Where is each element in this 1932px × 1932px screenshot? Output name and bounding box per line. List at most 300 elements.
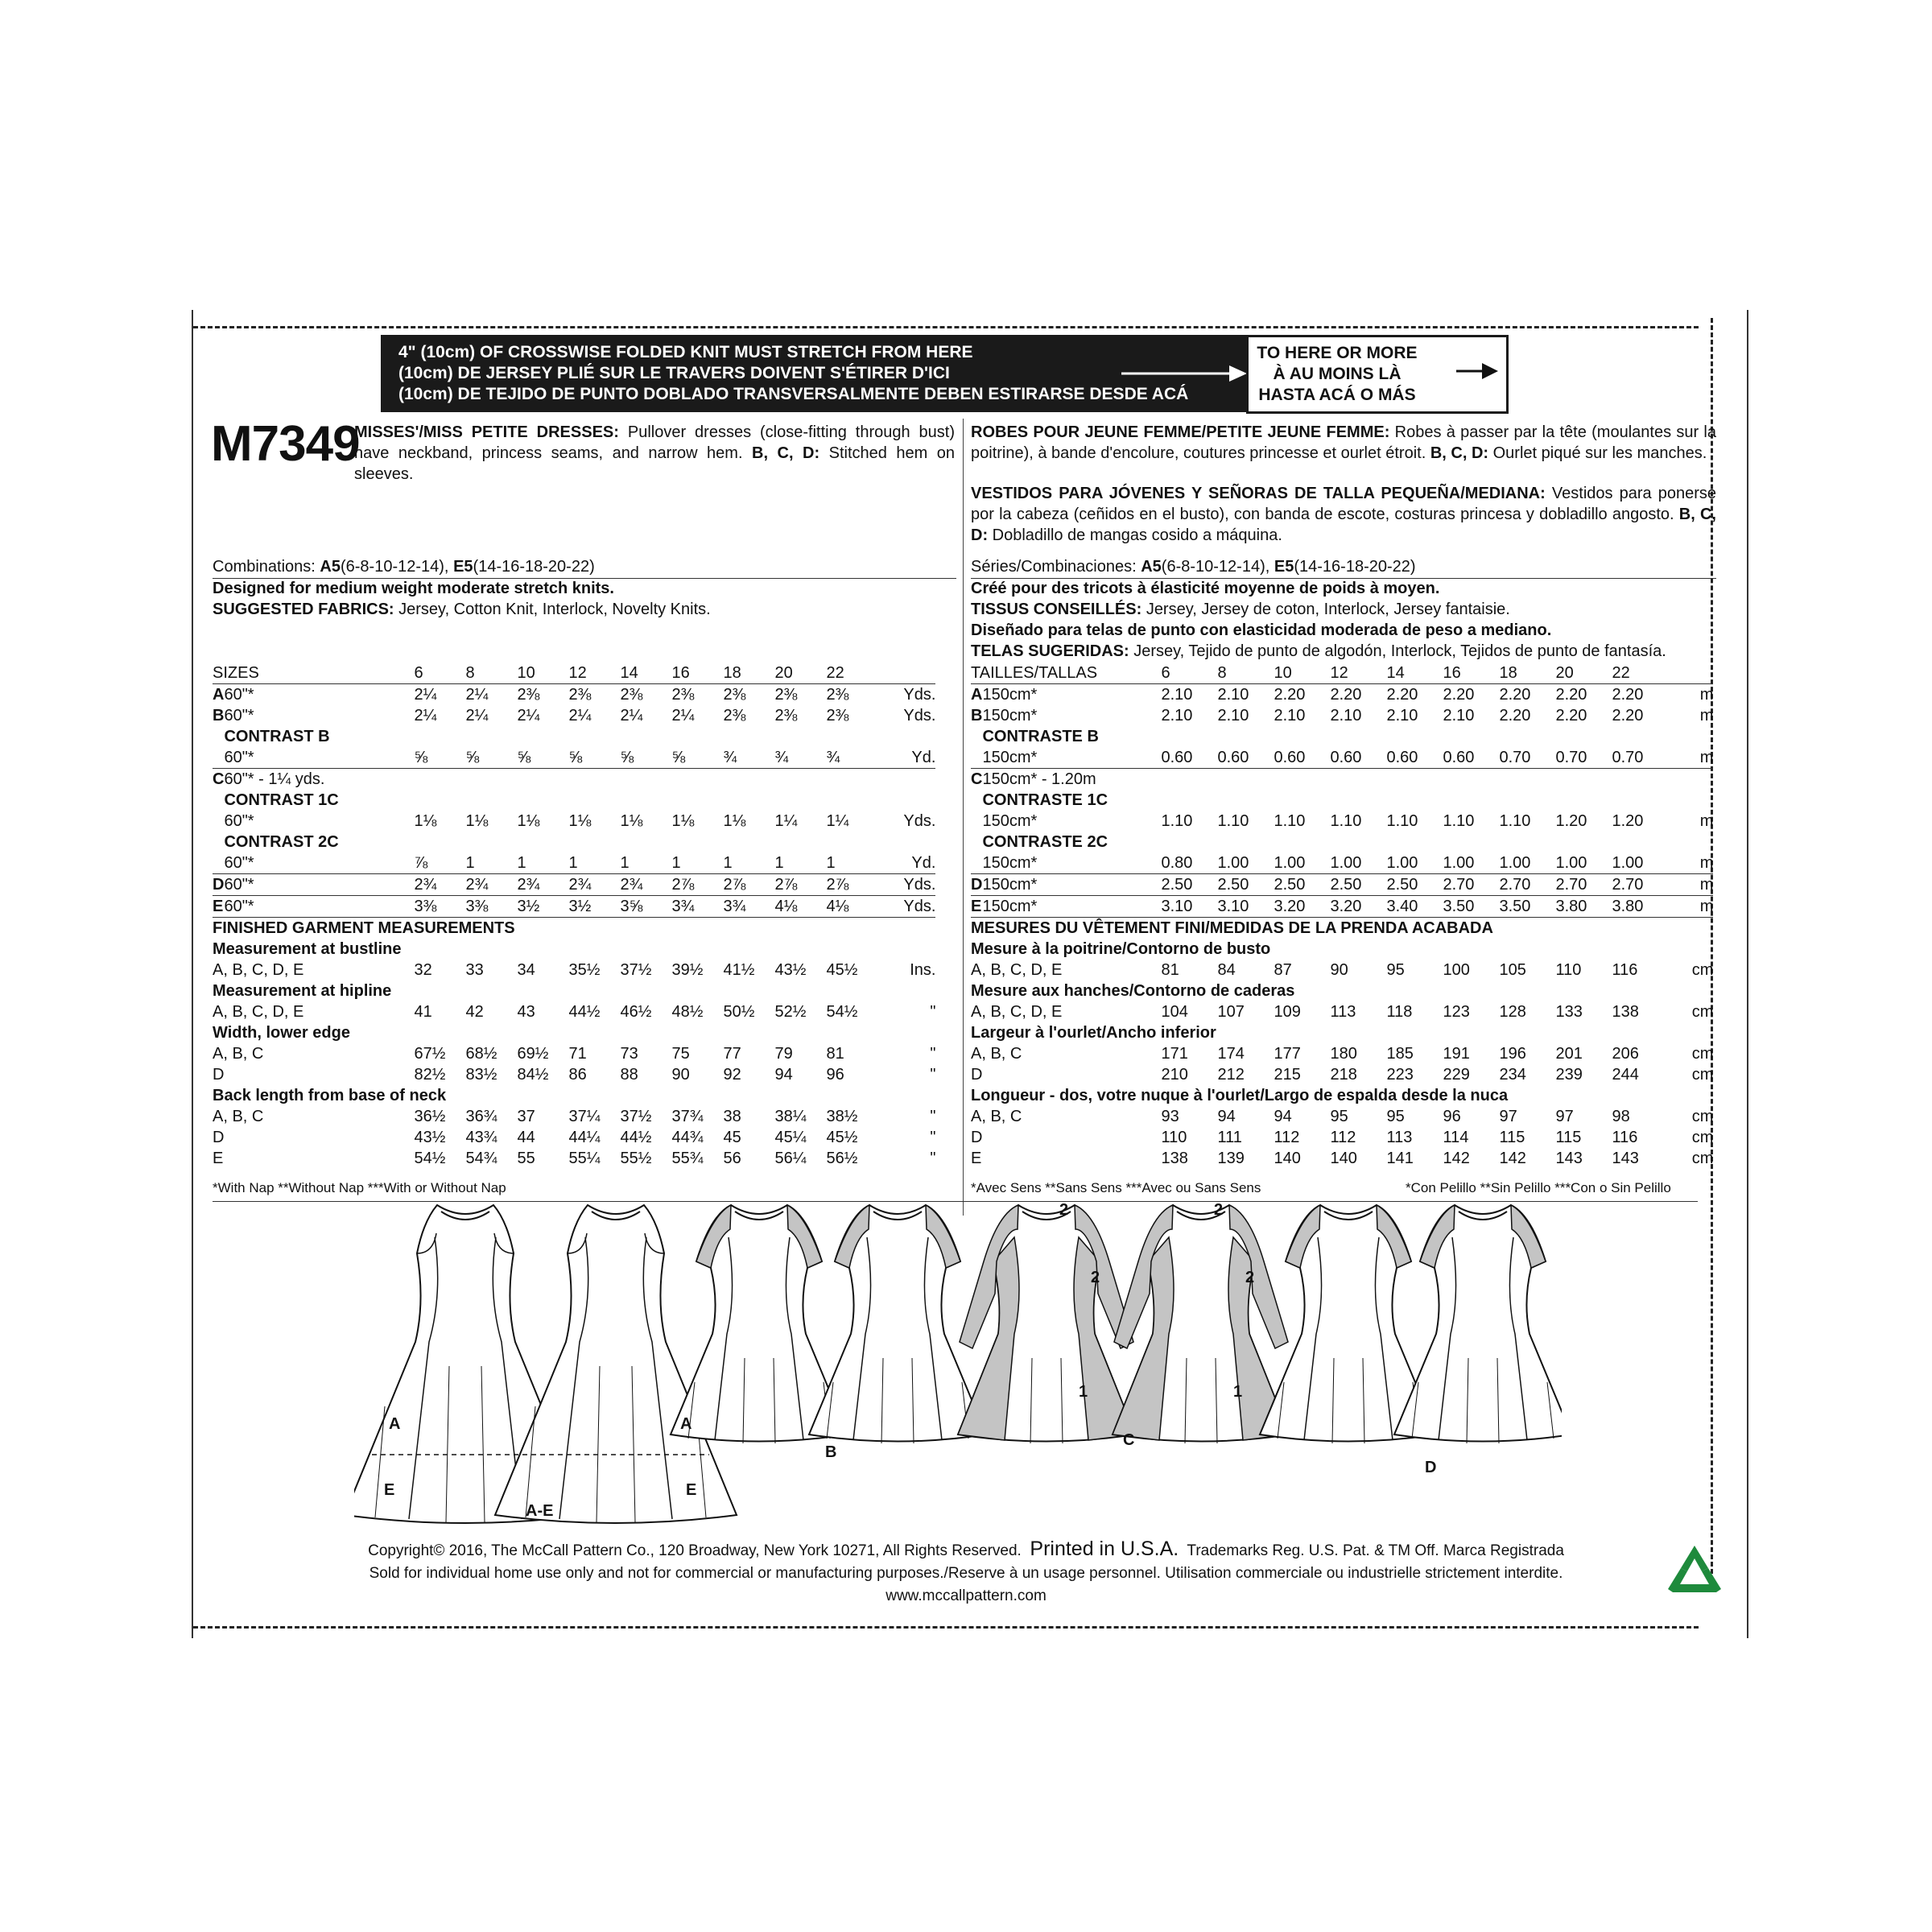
- measurement-value: 118: [1386, 1003, 1413, 1021]
- yardage-value: [1555, 726, 1612, 747]
- dress-view-c-back: [1113, 1205, 1290, 1443]
- row-label: CONTRASTE B: [982, 728, 1099, 745]
- measurement-value: 94: [1274, 1108, 1292, 1125]
- yardage-value: ⅞: [414, 852, 465, 874]
- yardage-value: 2.70: [1555, 874, 1612, 896]
- unit-label: m: [1668, 747, 1713, 769]
- yardage-value: 4⅛: [774, 896, 826, 918]
- yardage-value: 1.00: [1612, 852, 1668, 874]
- yardage-value: 2⅜: [620, 686, 643, 704]
- yardage-value: [1330, 790, 1386, 811]
- measurement-value: 180: [1330, 1045, 1357, 1063]
- unit-label: Yds.: [903, 686, 936, 704]
- yardage-value: 2⅜: [671, 686, 695, 704]
- row-label: 150cm*: [982, 686, 1038, 704]
- yardage-value: 3⅜: [465, 896, 517, 918]
- measurement-views: A, B, C, D, E: [213, 961, 304, 979]
- yardage-value: [1443, 726, 1499, 747]
- measurement-value: 109: [1274, 1003, 1301, 1021]
- yardage-value: 2.70: [1443, 874, 1499, 896]
- view-code: E: [213, 896, 224, 918]
- yardage-value: [1499, 726, 1555, 747]
- size-header: 6: [1161, 663, 1217, 684]
- yardage-value: [1161, 790, 1217, 811]
- yardage-value: ¾: [774, 747, 826, 769]
- size-header: 14: [1386, 663, 1443, 684]
- table-row: [213, 811, 935, 832]
- size-header: 20: [774, 663, 826, 684]
- yardage-value: 0.70: [1499, 747, 1555, 769]
- yardage-value: 2⅜: [568, 686, 592, 704]
- yardage-value: 2¼: [414, 686, 437, 704]
- measurement-value: 196: [1499, 1045, 1526, 1063]
- measurement-value: 191: [1443, 1045, 1470, 1063]
- yardage-value: 0.70: [1555, 747, 1612, 769]
- measurement-value: 133: [1555, 1003, 1583, 1021]
- measurement-row: [971, 1043, 1713, 1064]
- measurement-value: 98: [1612, 1108, 1630, 1125]
- measurement-value: 112: [1330, 1129, 1356, 1146]
- measurement-value: 45: [723, 1129, 741, 1146]
- measurement-value: 138: [1161, 1150, 1188, 1167]
- row-label: 150cm*: [982, 852, 1161, 874]
- measurement-value: 71: [568, 1045, 587, 1063]
- yardage-value: 4⅛: [826, 896, 877, 918]
- designed-for: Designed for medium weight moderate stretch knits.: [213, 580, 614, 597]
- measurement-value: 140: [1330, 1150, 1357, 1167]
- yardage-value: 1⅛: [465, 812, 489, 830]
- size-header: 16: [671, 663, 723, 684]
- yardage-value: [1612, 726, 1668, 747]
- pattern-number: M7349: [211, 416, 360, 472]
- yardage-value: 2.10: [1217, 707, 1249, 724]
- yardage-value: [1612, 769, 1668, 791]
- yardage-value: 2.20: [1499, 707, 1531, 724]
- measurement-value: 141: [1386, 1150, 1414, 1167]
- yardage-value: [671, 790, 723, 811]
- yardage-value: 3.10: [1217, 896, 1274, 918]
- row-label: 60"* - 1¼ yds.: [224, 770, 325, 788]
- yardage-value: [1386, 832, 1443, 852]
- measurement-value: 114: [1443, 1129, 1469, 1146]
- measurement-value: 45½: [826, 1129, 858, 1146]
- measurement-heading: Longueur - dos, votre nuque à l'ourlet/Largo de espalda desde la nuca: [971, 1087, 1509, 1104]
- table-header-row: [213, 663, 935, 684]
- yardage-value: 1: [517, 852, 568, 874]
- view-code: C: [213, 770, 225, 788]
- yardage-value: 1: [826, 852, 877, 874]
- yardage-value: [620, 790, 671, 811]
- yardage-value: 3.20: [1274, 896, 1330, 918]
- table-row: [213, 832, 935, 852]
- finished-title: FINISHED GARMENT MEASUREMENTS: [213, 919, 515, 937]
- yardage-value: [826, 832, 877, 852]
- yardage-value: 3⅜: [414, 896, 465, 918]
- measurement-value: 87: [1274, 961, 1292, 979]
- yardage-value: 2⅜: [774, 686, 798, 704]
- yardage-value: [1499, 832, 1555, 852]
- measurement-value: 41½: [723, 961, 755, 979]
- measurement-value: 97: [1499, 1108, 1517, 1125]
- measurement-value: 113: [1330, 1003, 1356, 1021]
- yardage-value: 3.50: [1443, 896, 1499, 918]
- size-header: 16: [1443, 663, 1499, 684]
- measurement-value: 215: [1274, 1066, 1301, 1084]
- measurement-value: 36¾: [465, 1108, 497, 1125]
- measurement-value: 46½: [620, 1003, 652, 1021]
- yardage-value: [568, 790, 620, 811]
- english-note-bold: B, C, D:: [752, 444, 820, 462]
- row-label: 60"*: [224, 812, 254, 830]
- view-code: [213, 832, 224, 852]
- yardage-value: 2.50: [1161, 874, 1217, 896]
- measurement-head-row: [971, 980, 1713, 1001]
- yardage-value: [1161, 726, 1217, 747]
- measurement-row: [971, 1001, 1713, 1022]
- yardage-value: [1330, 769, 1386, 791]
- dress-view-c-front: [958, 1205, 1135, 1443]
- banner-line-en: 4" (10cm) OF CROSSWISE FOLDED KNIT MUST STRETCH FROM HERE: [398, 343, 973, 361]
- measurement-value: 139: [1217, 1150, 1245, 1167]
- measurement-views: A, B, C: [971, 1108, 1022, 1125]
- view-code: D: [971, 874, 982, 896]
- yardage-value: [826, 790, 877, 811]
- measurement-head-row: [213, 980, 935, 1001]
- measurement-head-row: [213, 939, 935, 960]
- measurement-views: A, B, C, D, E: [971, 961, 1063, 979]
- measurement-heading: Width, lower edge: [213, 1024, 350, 1042]
- yardage-value: [1161, 769, 1217, 791]
- measurement-head-row: [213, 1022, 935, 1043]
- yardage-value: [723, 790, 774, 811]
- measurement-heading: Mesure aux hanches/Contorno de caderas: [971, 982, 1295, 1000]
- measurement-row: [213, 1064, 935, 1085]
- table-row: [213, 852, 935, 874]
- measurement-heading: Mesure à la poitrine/Contorno de busto: [971, 940, 1271, 958]
- row-label: 150cm* - 1.20m: [982, 770, 1096, 788]
- yardage-value: 2.10: [1161, 707, 1193, 724]
- label-1-body: 1: [1079, 1383, 1088, 1401]
- measurement-head-row: [971, 939, 1713, 960]
- yardage-value: [414, 726, 465, 747]
- measurement-head-row: [971, 1085, 1713, 1106]
- row-label: 60"*: [224, 707, 254, 724]
- yardage-value: 2.50: [1217, 874, 1274, 896]
- yardage-value: ⅝: [465, 747, 517, 769]
- es-fabrics: TELAS SUGERIDAS: Jersey, Tejido de punto de algodón, Interlock, Tejidos de punto de fantasía.: [971, 642, 1666, 660]
- table-row: [213, 747, 935, 769]
- measurement-value: 110: [1555, 961, 1582, 979]
- yardage-value: [517, 790, 568, 811]
- unit-label: cm: [1691, 961, 1714, 979]
- yardage-value: [1274, 726, 1330, 747]
- table-row: [213, 684, 935, 706]
- view-code: B: [213, 707, 225, 724]
- yardage-value: 2.10: [1161, 686, 1193, 704]
- measurement-value: 206: [1612, 1045, 1639, 1063]
- yardage-value: [723, 832, 774, 852]
- yardage-value: 2⅜: [826, 686, 849, 704]
- size-header: 14: [620, 663, 671, 684]
- measurement-value: 36½: [414, 1108, 446, 1125]
- table-row: [971, 852, 1713, 874]
- yardage-value: 1.10: [1274, 812, 1306, 830]
- measurement-row: [213, 1127, 935, 1148]
- label-2-neck: 2: [1059, 1203, 1069, 1219]
- size-header: 6: [414, 663, 465, 684]
- yardage-value: [1612, 790, 1668, 811]
- finished-title-row: [213, 918, 935, 939]
- measurement-value: 43½: [774, 961, 807, 979]
- measurement-value: 100: [1443, 961, 1470, 979]
- yardage-value: [620, 726, 671, 747]
- measurement-value: 75: [671, 1045, 690, 1063]
- unit-label: cm: [1691, 1003, 1714, 1021]
- table-row: [971, 832, 1713, 852]
- yardage-value: [826, 726, 877, 747]
- yardage-value: [1217, 726, 1274, 747]
- yardage-value: 3½: [517, 896, 568, 918]
- yardage-value: 3.50: [1499, 896, 1555, 918]
- measurement-value: 212: [1217, 1066, 1245, 1084]
- measurement-value: 142: [1499, 1150, 1526, 1167]
- unit-label: Yd.: [877, 852, 935, 874]
- yardage-value: [517, 726, 568, 747]
- printed-in: Printed in U.S.A.: [1030, 1538, 1179, 1560]
- measurement-value: 218: [1330, 1066, 1357, 1084]
- unit-label: Yds.: [903, 812, 936, 830]
- unit-label: ": [930, 1129, 936, 1146]
- measurement-value: 43¾: [465, 1129, 497, 1146]
- yardage-value: [1555, 790, 1612, 811]
- size-header: 20: [1555, 663, 1612, 684]
- row-label: 150cm*: [982, 874, 1161, 896]
- unit-label: ": [930, 1003, 936, 1021]
- unit-label: m: [1668, 896, 1713, 918]
- english-desc-text: Pullover dresses (close-fitting through bust) have neckband, princess seams, and narrow hem.: [354, 423, 955, 462]
- yardage-value: 1.10: [1443, 812, 1475, 830]
- nap-footnote-fr: *Avec Sens **Sans Sens ***Avec ou Sans Sens: [971, 1180, 1261, 1195]
- measurement-value: 95: [1330, 1108, 1348, 1125]
- yardage-value: 1.10: [1330, 812, 1362, 830]
- unit-label: m: [1699, 707, 1714, 724]
- view-code: B: [971, 707, 983, 724]
- yardage-value: 2⅜: [774, 707, 798, 724]
- row-label: CONTRASTE 2C: [982, 833, 1108, 851]
- website: www.mccallpattern.com: [886, 1587, 1046, 1604]
- measurement-value: 42: [465, 1003, 484, 1021]
- table-row: [213, 705, 935, 726]
- yardage-value: 1.00: [1443, 852, 1499, 874]
- yardage-value: [671, 769, 723, 791]
- spanish-description: VESTIDOS PARA JÓVENES Y SEÑORAS DE TALLA PEQUEÑA/MEDIANA: Vestidos para ponerse por la cabeza (ceñidos en el busto), con banda de escote, costuras princesa y dobladillo angosto. B, C, D: Dobladillo de mangas cosido a máquina.: [971, 485, 1717, 544]
- measurement-value: 93: [1161, 1108, 1179, 1125]
- yardage-value: 2¾: [568, 874, 620, 896]
- column-divider: [963, 419, 964, 1216]
- yardage-value: [1443, 769, 1499, 791]
- nap-footnote: *With Nap **Without Nap ***With or Without Nap: [213, 1180, 506, 1195]
- measurement-value: 43: [517, 1003, 535, 1021]
- yardage-value: 2¾: [620, 874, 671, 896]
- measurement-value: 96: [1443, 1108, 1461, 1125]
- series-line: Séries/Combinaciones: A5(6-8-10-12-14), E5(14-16-18-20-22): [971, 558, 1416, 576]
- measurement-value: 56¼: [774, 1150, 807, 1167]
- yardage-value: [1499, 790, 1555, 811]
- measurement-value: 112: [1274, 1129, 1300, 1146]
- yardage-value: 2.20: [1330, 686, 1362, 704]
- measurement-views: A, B, C: [971, 1045, 1022, 1063]
- unit-label: [1668, 832, 1713, 852]
- measurement-value: 96: [826, 1066, 844, 1084]
- unit-label: Yds.: [877, 896, 935, 918]
- view-code: D: [213, 874, 224, 896]
- yardage-value: 2.50: [1386, 874, 1443, 896]
- yardage-value: 2.20: [1555, 707, 1587, 724]
- measurement-heading: Measurement at bustline: [213, 940, 402, 958]
- yardage-value: ⅝: [517, 747, 568, 769]
- unit-header: [1668, 663, 1713, 684]
- measurement-value: 239: [1555, 1066, 1583, 1084]
- measurement-value: 35½: [568, 961, 601, 979]
- unit-label: ": [930, 1066, 936, 1084]
- yardage-value: 2.20: [1443, 686, 1475, 704]
- arrow-right-icon: [1121, 364, 1250, 383]
- yardage-value: 2.20: [1612, 686, 1644, 704]
- measurement-value: 90: [1330, 961, 1348, 979]
- yardage-value: [774, 832, 826, 852]
- yardage-value: [465, 790, 517, 811]
- measurement-views: D: [213, 1129, 225, 1146]
- measurement-value: 54½: [826, 1003, 858, 1021]
- row-label: 60"*: [224, 686, 254, 704]
- row-label: 60"*: [224, 874, 414, 896]
- measurement-views: A, B, C, D, E: [213, 1003, 304, 1021]
- banner-line-es: (10cm) DE TEJIDO DE PUNTO DOBLADO TRANSVERSALMENTE DEBEN ESTIRARSE DESDE ACÁ: [398, 385, 1189, 403]
- view-code: [971, 790, 982, 811]
- yardage-value: 2.20: [1274, 686, 1306, 704]
- label-a-left: A: [389, 1415, 401, 1433]
- yardage-value: 1⅛: [723, 812, 746, 830]
- yardage-value: [1217, 832, 1274, 852]
- dress-view-d-back: [1394, 1205, 1562, 1443]
- row-label: 150cm*: [982, 747, 1161, 769]
- view-code: A: [971, 686, 983, 704]
- measurement-value: 82½: [414, 1066, 446, 1084]
- unit-label: cm: [1691, 1150, 1714, 1167]
- yardage-value: ¾: [826, 747, 877, 769]
- measurement-value: 56½: [826, 1150, 858, 1167]
- measurement-value: 143: [1612, 1150, 1639, 1167]
- unit-label: [877, 726, 935, 747]
- yardage-value: 2¼: [465, 707, 489, 724]
- measurement-value: 54½: [414, 1150, 446, 1167]
- yardage-value: 2.10: [1274, 707, 1306, 724]
- table-row: [971, 874, 1713, 896]
- yardage-value: [671, 832, 723, 852]
- english-note: Stitched hem on sleeves.: [354, 444, 956, 483]
- measurement-row: [213, 1148, 935, 1169]
- yardage-value: 2.50: [1274, 874, 1330, 896]
- unit-label: ": [930, 1150, 936, 1167]
- measurement-value: 77: [723, 1045, 741, 1063]
- divider: [213, 1201, 1698, 1202]
- yardage-value: [723, 769, 774, 791]
- nap-footnote-es: *Con Pelillo **Sin Pelillo ***Con o Sin Pelillo: [1406, 1180, 1671, 1195]
- measurement-value: 43½: [414, 1129, 446, 1146]
- measurement-value: 37¼: [568, 1108, 601, 1125]
- yardage-value: 1.20: [1612, 812, 1644, 830]
- yardage-value: [517, 769, 568, 791]
- yardage-value: [568, 832, 620, 852]
- measurement-value: 33: [465, 961, 484, 979]
- label-2-neck-back: 2: [1214, 1203, 1224, 1219]
- unit-label: cm: [1691, 1066, 1714, 1084]
- yardage-value: 2¾: [517, 874, 568, 896]
- measurement-value: 95: [1386, 1108, 1405, 1125]
- measurement-value: 116: [1612, 1129, 1638, 1146]
- measurement-value: 140: [1274, 1150, 1301, 1167]
- row-label: CONTRAST 2C: [224, 833, 339, 851]
- measurement-value: 116: [1612, 961, 1638, 979]
- measurement-value: 201: [1555, 1045, 1583, 1063]
- measurement-views: D: [971, 1066, 983, 1084]
- size-header: 22: [1612, 663, 1668, 684]
- measurement-head-row: [971, 1022, 1713, 1043]
- view-code: [213, 852, 224, 874]
- yardage-value: [1443, 832, 1499, 852]
- yardage-value: [671, 726, 723, 747]
- stretch-gauge-target-box: [1246, 335, 1509, 414]
- measurement-value: 171: [1161, 1045, 1188, 1063]
- unit-label: m: [1699, 812, 1714, 830]
- measurement-value: 92: [723, 1066, 741, 1084]
- measurement-value: 55: [517, 1150, 535, 1167]
- view-code: [971, 747, 982, 769]
- measurement-value: 32: [414, 961, 432, 979]
- yardage-value: 2⅜: [723, 686, 746, 704]
- unit-label: cm: [1691, 1129, 1714, 1146]
- yardage-value: 2.10: [1217, 686, 1249, 704]
- yardage-value: [1330, 832, 1386, 852]
- size-header: 22: [826, 663, 877, 684]
- unit-label: cm: [1691, 1045, 1714, 1063]
- yardage-value: [1386, 790, 1443, 811]
- target-line-fr: À AU MOINS LÀ: [1273, 365, 1402, 383]
- measurement-value: 86: [568, 1066, 587, 1084]
- table-row: [213, 726, 935, 747]
- measurement-value: 41: [414, 1003, 432, 1021]
- measurement-heading: Measurement at hipline: [213, 982, 392, 1000]
- view-code: C: [971, 770, 983, 788]
- yardage-value: [1499, 769, 1555, 791]
- english-description: [354, 422, 955, 485]
- measurement-value: 115: [1499, 1129, 1525, 1146]
- view-code: E: [971, 896, 982, 918]
- yardage-value: 1.20: [1555, 812, 1587, 830]
- yardage-value: 2.70: [1612, 874, 1668, 896]
- finished-title-row: [971, 918, 1713, 939]
- recycle-icon: [1666, 1544, 1723, 1597]
- measurement-value: 88: [620, 1066, 638, 1084]
- table-row: [971, 747, 1713, 769]
- table-row: [971, 790, 1713, 811]
- size-header: 12: [568, 663, 620, 684]
- row-label: 150cm*: [982, 896, 1161, 918]
- yardage-value: [1443, 790, 1499, 811]
- yardage-value: 1.00: [1555, 852, 1612, 874]
- yardage-value: 1⅛: [671, 812, 695, 830]
- yardage-value: [1274, 790, 1330, 811]
